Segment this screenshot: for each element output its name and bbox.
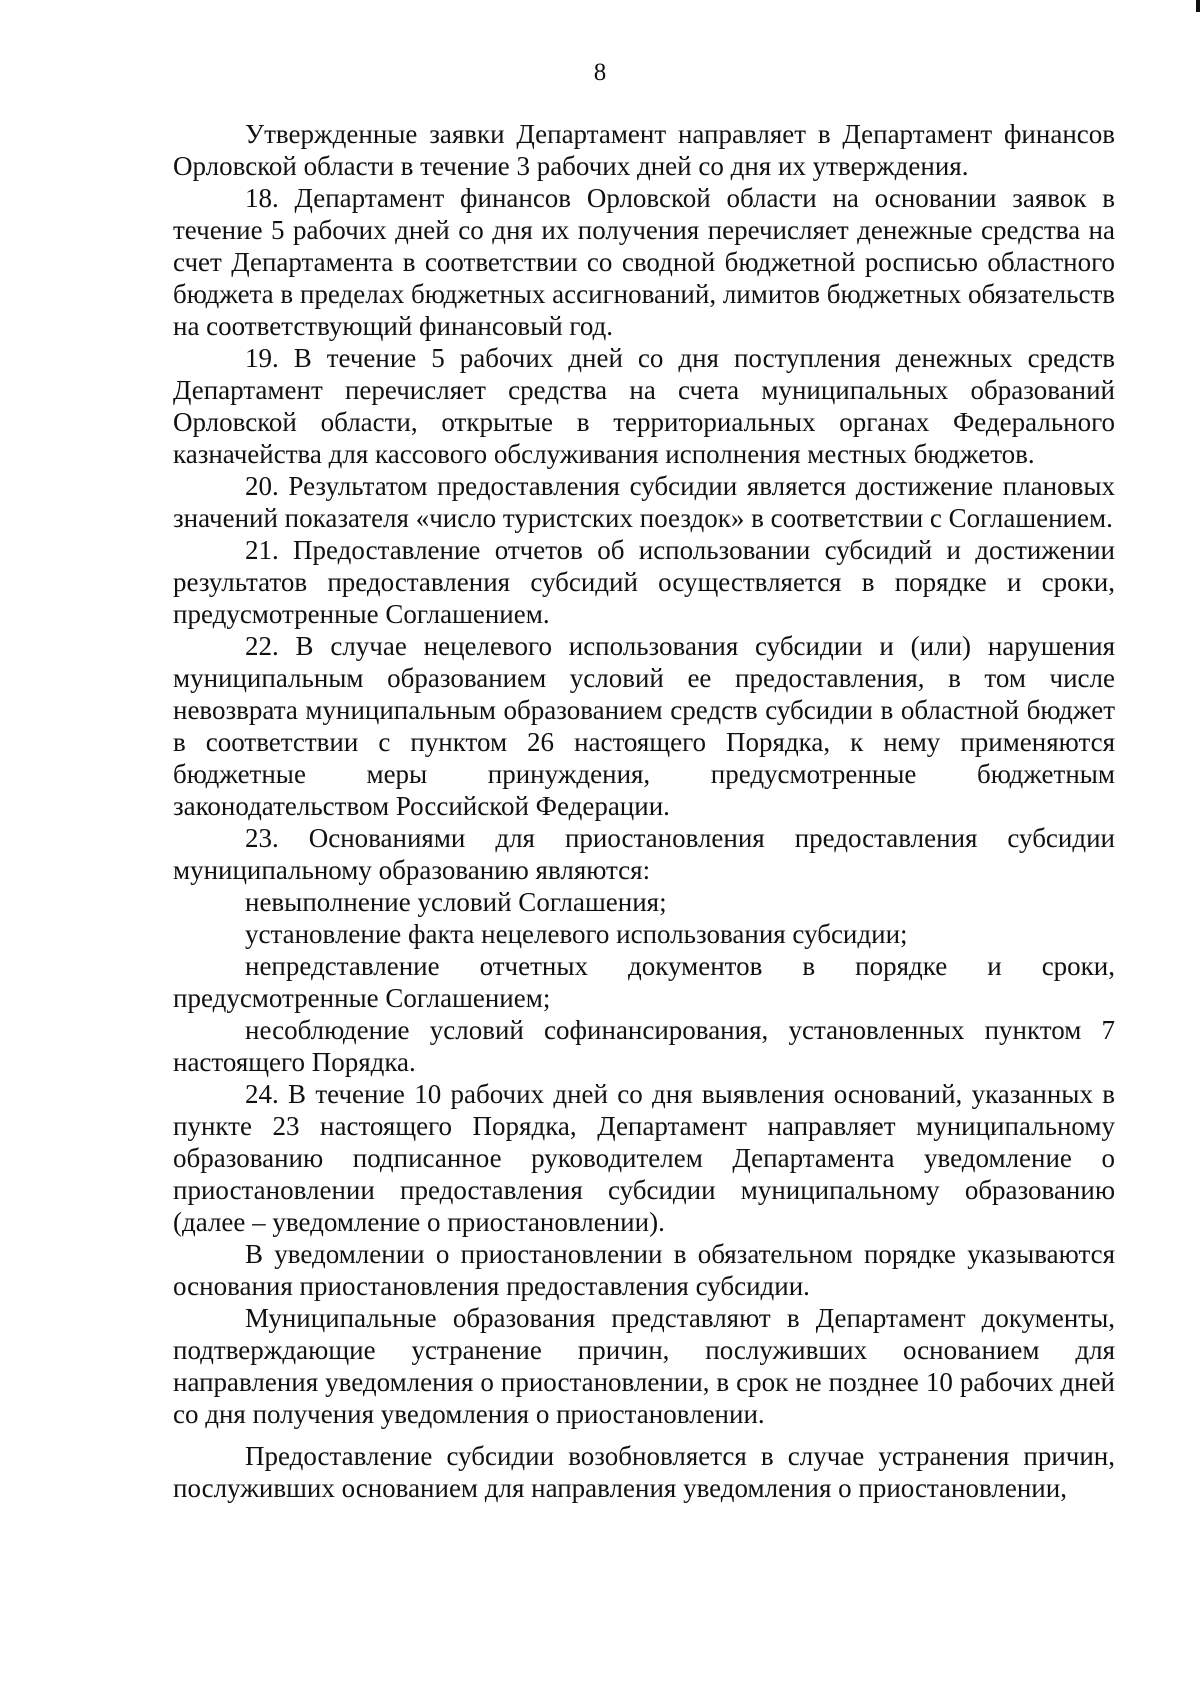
- document-body: [173, 118, 1115, 1504]
- paragraph-20: 20. Результатом предоставления субсидии является достижение плановых значений показателя «число туристских поездок» в соответствии с Соглашением.: [173, 471, 1115, 533]
- paragraph-24: 24. В течение 10 рабочих дней со дня выявления оснований, указанных в пункте 23 настоящего Порядка, Департамент направляет муниципальному образованию подписанное руководителем Департамента уведомление о приостановлении предоставления субсидии муниципальному образованию (далее – уведомление о приостановлении).: [173, 1079, 1115, 1237]
- paragraph-21: 21. Предоставление отчетов об использовании субсидий и достижении результатов предоставления субсидий осуществляется в порядке и сроки, предусмотренные Соглашением.: [173, 535, 1115, 629]
- paragraph-18: 18. Департамент финансов Орловской области на основании заявок в течение 5 рабочих дней со дня их получения перечисляет денежные средства на счет Департамента в соответствии со сводной бюджетной росписью областного бюджета в пределах бюджетных ассигнований, лимитов бюджетных обязательств на соответствующий финансовый год.: [173, 183, 1115, 341]
- list-item-non-fulfillment: невыполнение условий Соглашения;: [245, 887, 667, 917]
- list-item-cofinancing: несоблюдение условий софинансирования, установленных пунктом 7 настоящего Порядка.: [173, 1015, 1115, 1077]
- list-item-misuse: установление факта нецелевого использования субсидии;: [245, 919, 908, 949]
- paragraph-19: 19. В течение 5 рабочих дней со дня поступления денежных средств Департамент перечисляет средства на счета муниципальных образований Орловской области, открытые в территориальных органах Федерального казначейства для кассового обслуживания исполнения местных бюджетов.: [173, 343, 1115, 469]
- scan-edge-mark: [1196, 0, 1200, 12]
- list-item-no-reports: непредставление отчетных документов в порядке и сроки, предусмотренные Соглашением;: [173, 951, 1115, 1013]
- paragraph-resumption: Предоставление субсидии возобновляется в случае устранения причин, послуживших основанием для направления уведомления о приостановлении,: [173, 1441, 1115, 1503]
- paragraph-approved-applications: Утвержденные заявки Департамент направляет в Департамент финансов Орловской области в течение 3 рабочих дней со дня их утверждения.: [173, 119, 1115, 181]
- paragraph-notice-grounds: В уведомлении о приостановлении в обязательном порядке указываются основания приостановления предоставления субсидии.: [173, 1239, 1115, 1301]
- paragraph-22: 22. В случае нецелевого использования субсидии и (или) нарушения муниципальным образованием условий ее предоставления, в том числе невозврата муниципальным образованием средств субсидии в областной бюджет в соответствии с пунктом 26 настоящего Порядка, к нему применяются бюджетные меры принуждения, предусмотренные бюджетным законодательством Российской Федерации.: [173, 631, 1115, 821]
- paragraph-23: 23. Основаниями для приостановления предоставления субсидии муниципальному образованию являются:: [173, 823, 1115, 885]
- page-number: 8: [593, 59, 607, 86]
- paragraph-municipal-documents: Муниципальные образования представляют в Департамент документы, подтверждающие устранение причин, послуживших основанием для направления уведомления о приостановлении, в срок не позднее 10 рабочих дней со дня получения уведомления о приостановлении.: [173, 1303, 1115, 1429]
